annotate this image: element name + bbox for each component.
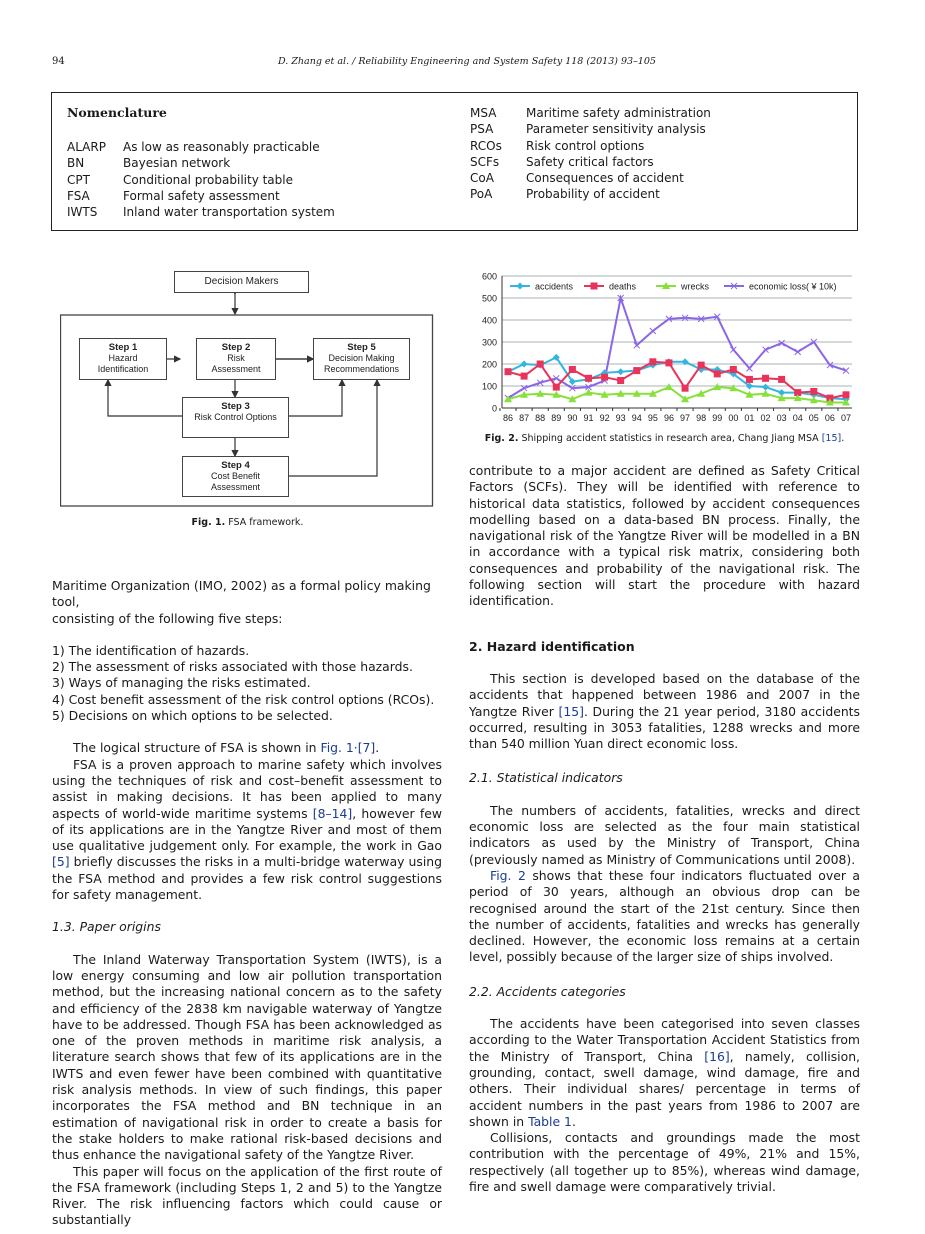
- legend-item: [724, 282, 837, 292]
- paragraph: The numbers of accidents, fatalities, wrecks and direct economic loss are selected as the four main statistical indicators as used by the Ministry of Transport, China (previously named as Ministry of Communications until 2008).: [469, 802, 860, 867]
- step-label: Risk: [227, 353, 245, 363]
- step-label: Risk Control Options: [194, 412, 277, 422]
- nomenclature-entry: [470, 138, 711, 154]
- nomenclature-left: [67, 139, 335, 220]
- list-item: 2) The assessment of risks associated with those hazards.: [52, 659, 413, 675]
- step-label: Assessment: [211, 364, 261, 374]
- running-header: D. Zhang et al. / Reliability Engineering and System Safety 118 (2013) 93–105: [278, 56, 656, 67]
- abbr: SCFs: [470, 154, 500, 169]
- svg-text:06: 06: [824, 413, 835, 423]
- svg-text:92: 92: [599, 413, 610, 423]
- step3-box: [182, 397, 289, 438]
- paragraph: The Inland Waterway Transportation System (IWTS), is a low energy consuming and low air pollution transportation method, but the increasing national concern as to the safety and efficiency of the 2838 km navigable waterway of Yangtze have to be addressed. Though FSA has been acknowledged as one of the proven methods in maritime risk analysis, a literature search shows that few of its applications are in the IWTS and even fewer have been combined with quantitative risk analysis methods. In view of such findings, this paper incorporates the FSA method and BN technique in an estimation of navigational risk in order to create a basis for the stake holders to make rational risk-based decisions and thus enhance the navigational safety of the Yangtze River.: [52, 951, 442, 1163]
- text: This section is developed based on the database of the accidents that happened between 1986 and 2007 in the Yangtze River: [469, 670, 860, 719]
- right-column: [469, 463, 860, 1195]
- left-column: [52, 578, 442, 1229]
- paragraph: contribute to a major accident are defined as Safety Critical Factors (SCFs). They will be identified with reference to historical data statistics, followed by accident consequences modelling based on a data-based BN process. Finally, the navigational risk of the Yangtze River will be modelled in a BN in accordance with a typical risk matrix, considering both consequences and probability of the navigational risk. The following section will start the procedure with hazard identification.: [469, 463, 860, 609]
- abbr: BN: [67, 156, 85, 171]
- section-heading: 1.3. Paper origins: [52, 919, 161, 935]
- svg-text:95: 95: [647, 413, 658, 423]
- nomenclature-entry: [67, 204, 335, 220]
- legend-item: [656, 282, 710, 292]
- definition: Inland water transportation system: [123, 205, 335, 220]
- caption-text: FSA framework.: [228, 517, 304, 528]
- definition: Bayesian network: [123, 156, 231, 171]
- nomenclature-entry: [67, 139, 335, 155]
- legend-item: [584, 282, 637, 292]
- svg-text:04: 04: [792, 413, 803, 423]
- step-title: Step 4: [221, 460, 250, 471]
- paragraph: [469, 868, 860, 966]
- paragraph: [52, 757, 442, 904]
- abbr: CoA: [470, 171, 494, 186]
- text: , namely, collision, grounding, contact, swell damage, wind damage, fire and others. Their individual shares/ percentage in terms of accident numbers in the past years from 1986 to 2007 are shown in: [469, 1048, 860, 1129]
- svg-text:88: 88: [535, 413, 546, 423]
- definition: Parameter sensitivity analysis: [526, 122, 706, 137]
- svg-text:90: 90: [567, 413, 578, 423]
- svg-text:86: 86: [502, 413, 514, 423]
- paragraph: Collisions, contacts and groundings made the most contribution with the percentage of 49%, 21% and 15%, respectively (all together up to 85%), whereas wind damage, fire and swell damage were comparatively trivial.: [469, 1130, 860, 1194]
- section-heading: 2.1. Statistical indicators: [469, 770, 623, 786]
- abbr: IWTS: [67, 205, 98, 220]
- abbr: CPT: [67, 172, 90, 187]
- text: .: [571, 1113, 576, 1129]
- svg-text:91: 91: [583, 413, 594, 423]
- paragraph: [52, 740, 442, 756]
- svg-text:200: 200: [481, 359, 497, 370]
- figure-link[interactable]: Fig. 2: [490, 867, 526, 883]
- text: . During the 21 year period, 3180 accidents occurred, resulting in 3053 fatalities, 1288 wrecks and more than 540 million Yuan direct economic loss.: [469, 703, 860, 752]
- abbr: PSA: [470, 122, 494, 137]
- section-heading: 2. Hazard identification: [469, 638, 635, 654]
- nomenclature-entry: [470, 121, 711, 137]
- list-item: 4) Cost benefit assessment of the risk control options (RCOs).: [52, 691, 435, 707]
- step-title: Step 3: [221, 401, 250, 412]
- nomenclature-entry: [470, 186, 711, 202]
- nomenclature-title: Nomenclature: [67, 105, 167, 120]
- svg-text:500: 500: [481, 293, 497, 304]
- citation-link[interactable]: [15]: [558, 703, 584, 719]
- svg-text:00: 00: [728, 413, 739, 423]
- definition: Consequences of accident: [526, 171, 684, 186]
- svg-text:0: 0: [491, 403, 497, 414]
- svg-text:300: 300: [481, 337, 497, 348]
- svg-text:94: 94: [631, 413, 642, 423]
- nomenclature-box: [51, 92, 858, 231]
- text: shows that these four indicators fluctuated over a period of 30 years, although an obvious drop can be recognised around the start of the 21st century. Since then the number of accidents, fatalities and wrecks has generally declined. However, the economic loss remains at a certain level, possibly because of the larger size of ships involved.: [469, 867, 861, 965]
- list-item: 3) Ways of managing the risks estimated.: [52, 675, 311, 691]
- paragraph: [469, 1016, 860, 1130]
- definition: Risk control options: [526, 138, 645, 153]
- step-title: Step 5: [347, 342, 376, 353]
- svg-text:600: 600: [481, 271, 497, 282]
- paragraph: This paper will focus on the application of the first route of the FSA framework (including Steps 1, 2 and 5) to the Yangtze River. The risk influencing factors which could cause or substantially: [52, 1163, 442, 1228]
- abbr: MSA: [470, 106, 497, 120]
- text: .: [375, 740, 380, 756]
- caption-end: .: [841, 433, 845, 444]
- citation-link[interactable]: [15]: [821, 433, 842, 444]
- caption-label: Fig. 2.: [484, 433, 519, 444]
- step-label: Decision Making: [328, 353, 395, 363]
- citation-link[interactable]: Fig. 1·[7]: [320, 740, 376, 756]
- nomenclature-right: [470, 105, 711, 203]
- fsa-framework-diagram: [60, 270, 435, 510]
- caption-text: Shipping accident statistics in research area, Chang Jiang MSA: [521, 433, 822, 444]
- definition: Safety critical factors: [526, 154, 654, 169]
- svg-text:89: 89: [551, 413, 562, 423]
- svg-text:99: 99: [712, 413, 723, 423]
- accident-statistics-chart: [470, 268, 860, 428]
- svg-text:400: 400: [481, 315, 497, 326]
- legend-item: [510, 282, 574, 292]
- step-title: Step 2: [221, 342, 251, 353]
- step-label: Identification: [97, 364, 149, 374]
- intro-line: consisting of the following five steps:: [52, 610, 283, 626]
- step-label: Assessment: [210, 482, 261, 492]
- definition: Formal safety assessment: [123, 188, 280, 203]
- svg-text:87: 87: [519, 413, 530, 423]
- citation-link[interactable]: [5]: [52, 854, 70, 870]
- list-item: 1) The identification of hazards.: [52, 642, 250, 658]
- step1-box: [79, 338, 167, 380]
- svg-text:deaths: deaths: [609, 281, 637, 292]
- svg-text:wrecks: wrecks: [681, 281, 710, 292]
- box-label: Decision Makers: [204, 276, 279, 287]
- svg-text:02: 02: [760, 413, 771, 423]
- nomenclature-entry: [67, 188, 335, 204]
- step-label: Recommendations: [323, 364, 400, 374]
- text: The logical structure of FSA is shown in: [73, 740, 321, 756]
- text: , however few of its applications are in the Yangtze River and most of them use qualitative judgement only. For example, the work in Gao: [52, 805, 442, 854]
- abbr: PoA: [470, 187, 493, 202]
- nomenclature-entry: [67, 172, 335, 188]
- step-title: Step 1: [108, 342, 138, 353]
- text: The accidents have been categorised into seven classes according to the Water Transportation Accident Statistics from the Ministry of Transport, China: [469, 1016, 860, 1064]
- svg-text:93: 93: [615, 413, 626, 423]
- step2-box: [196, 338, 276, 380]
- step5-box: [313, 338, 410, 380]
- svg-text:01: 01: [744, 413, 755, 423]
- nomenclature-entry: [470, 154, 711, 170]
- citation-link[interactable]: [8–14]: [312, 805, 353, 821]
- fig2-caption: [469, 433, 860, 444]
- step4-box: [182, 456, 289, 497]
- svg-text:97: 97: [680, 413, 691, 423]
- caption-label: Fig. 1.: [191, 517, 226, 528]
- abbr: ALARP: [67, 140, 106, 154]
- svg-text:03: 03: [776, 413, 787, 423]
- definition: Maritime safety administration: [526, 106, 711, 120]
- definition: As low as reasonably practicable: [123, 140, 320, 154]
- nomenclature-entry: [67, 155, 335, 171]
- svg-text:96: 96: [663, 413, 674, 423]
- intro-line: Maritime Organization (IMO, 2002) as a formal policy making tool,: [52, 578, 431, 610]
- list-item: 5) Decisions on which options to be selected.: [52, 708, 333, 724]
- svg-text:economic loss( ¥ 10k): economic loss( ¥ 10k): [749, 281, 837, 292]
- svg-text:100: 100: [481, 381, 497, 392]
- abbr: FSA: [67, 188, 90, 203]
- line-chart: [470, 268, 860, 428]
- step-label: Hazard: [108, 353, 138, 363]
- text: briefly discusses the risks in a multi-bridge waterway using the FSA method and provides a few risk control suggestions for safety management.: [52, 854, 442, 903]
- abbr: RCOs: [470, 138, 502, 153]
- nomenclature-entry: [470, 105, 711, 121]
- fsa-steps-list: [52, 643, 442, 724]
- svg-text:05: 05: [808, 413, 819, 423]
- svg-text:07: 07: [840, 413, 852, 423]
- definition: Conditional probability table: [123, 172, 293, 187]
- page-number: 94: [52, 56, 65, 67]
- step-label: Cost Benefit: [210, 471, 261, 481]
- paragraph: [469, 671, 860, 752]
- table-link[interactable]: Table 1: [528, 1113, 572, 1129]
- text: FSA is a proven approach to marine safety which involves using the techniques of risk and cost–benefit assessment to assist in making decisions. It has been applied to many aspects of world-wide maritime systems: [52, 756, 442, 821]
- decision-makers-box: [174, 271, 309, 293]
- fig1-caption: [60, 517, 435, 528]
- svg-text:98: 98: [696, 413, 707, 423]
- definition: Probability of accident: [526, 187, 660, 202]
- section-heading: 2.2. Accidents categories: [469, 983, 626, 999]
- nomenclature-entry: [470, 170, 711, 186]
- svg-text:accidents: accidents: [535, 281, 574, 292]
- citation-link[interactable]: [16]: [704, 1048, 730, 1064]
